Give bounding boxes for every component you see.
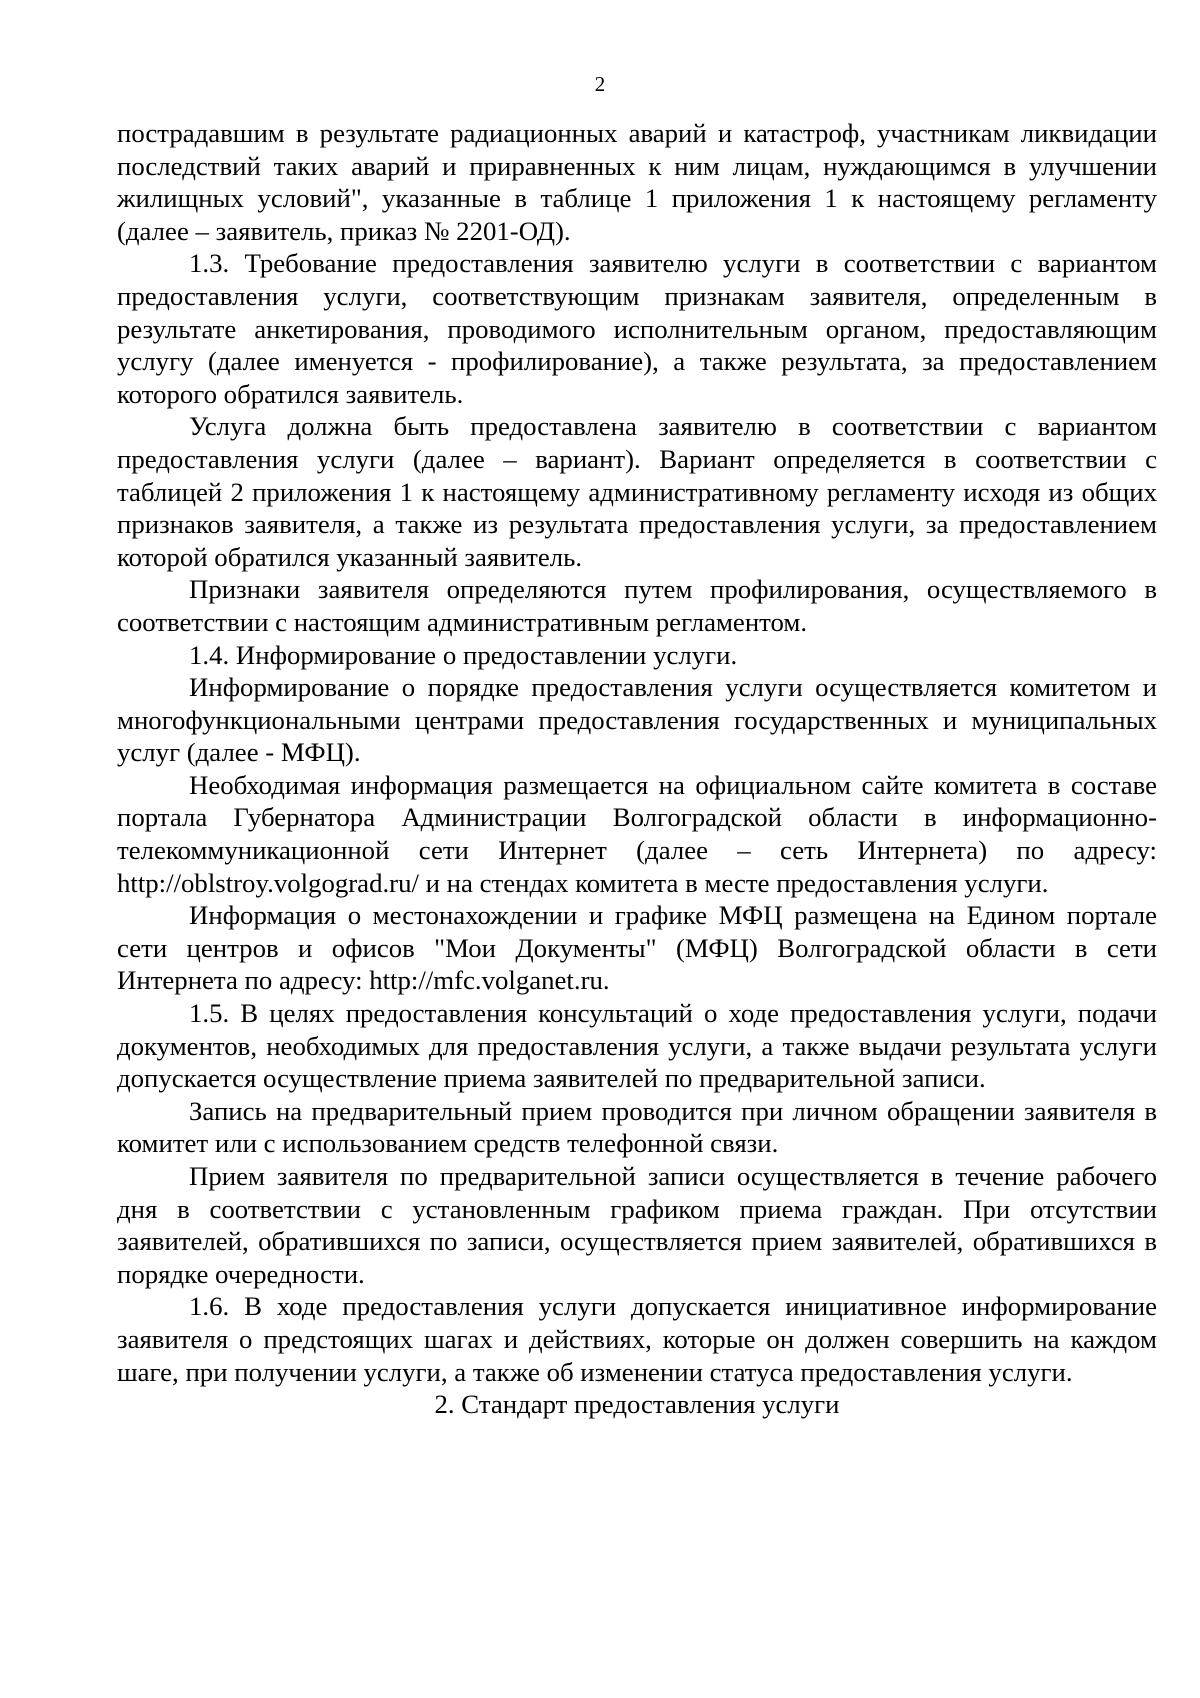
paragraph-variant: Услуга должна быть предоставлена заявителю в соответствии с вариантом предоставления услуги (далее – вариант). Вариант определяется в соответствии с таблицей 2 приложения 1 к настоящему административному регламенту исходя из общих признаков заявителя, а также из результата предоставления услуги, за предоставлением которой обратился указанный заявитель. [117, 411, 1157, 572]
paragraph-appointment: Запись на предварительный прием проводится при личном обращении заявителя в комитет или с использованием средств телефонной связи. [117, 1095, 1157, 1159]
page-number: 2 [594, 72, 606, 96]
paragraph-1-5: 1.5. В целях предоставления консультаций о ходе предоставления услуги, подачи документов, необходимых для предоставления услуги, а также выдачи результата услуги допускается осуществление приема заявителей по предварительной записи. [117, 998, 1157, 1094]
paragraph-informing-order: Информирование о порядке предоставления услуги осуществляется комитетом и многофункциональными центрами предоставления государственных и муниципальных услуг (далее - МФЦ). [117, 672, 1157, 768]
paragraph-1-6: 1.6. В ходе предоставления услуги допускается инициативное информирование заявителя о предстоящих шагах и действиях, которые он должен совершить на каждом шаге, при получении услуги, а также об изменении статуса предоставления услуги. [117, 1291, 1157, 1387]
paragraph-1-4: 1.4. Информирование о предоставлении услуги. [189, 639, 738, 670]
paragraph-mfc-info: Информация о местонахождении и графике МФЦ размещена на Едином портале сети центров и офисов "Мои Документы" (МФЦ) Волгоградской области в сети Интернета по адресу: http://mfc.volganet.ru. [117, 900, 1157, 996]
paragraph-website-info: Необходимая информация размещается на официальном сайте комитета в составе портала Губернатора Администрации Волгоградской области в информационно-телекоммуникационной сети Интернет (далее – сеть Интернета) по адресу: http://oblstroy.volgograd.ru/ и на стендах комитета в месте предоставления услуги. [117, 769, 1157, 898]
document-body [117, 117, 1157, 1421]
paragraph-applicant-features: Признаки заявителя определяются путем профилирования, осуществляемого в соответствии с настоящим административным регламентом. [117, 574, 1157, 637]
paragraph-1-3: 1.3. Требование предоставления заявителю услуги в соответствии с вариантом предоставления услуги, соответствующим признакам заявителя, определенным в результате анкетирования, проводимого исполнительным органом, предоставляющим услугу (далее именуется - профилирование), а также результата, за предоставлением которого обратился заявитель. [117, 248, 1157, 409]
section-heading: 2. Стандарт предоставления услуги [434, 1389, 840, 1420]
paragraph-reception: Прием заявителя по предварительной записи осуществляется в течение рабочего дня в соответствии с установленным графиком приема граждан. При отсутствии заявителей, обратившихся по записи, осуществляется прием заявителей, обратившихся в порядке очередности. [117, 1161, 1157, 1289]
paragraph-continuation: пострадавшим в результате радиационных аварий и катастроф, участникам ликвидации последствий таких аварий и приравненных к ним лицам, нуждающимся в улучшении жилищных условий", указанные в таблице 1 приложения 1 к настоящему регламенту (далее – заявитель, приказ № 2201-ОД). [117, 118, 1157, 246]
